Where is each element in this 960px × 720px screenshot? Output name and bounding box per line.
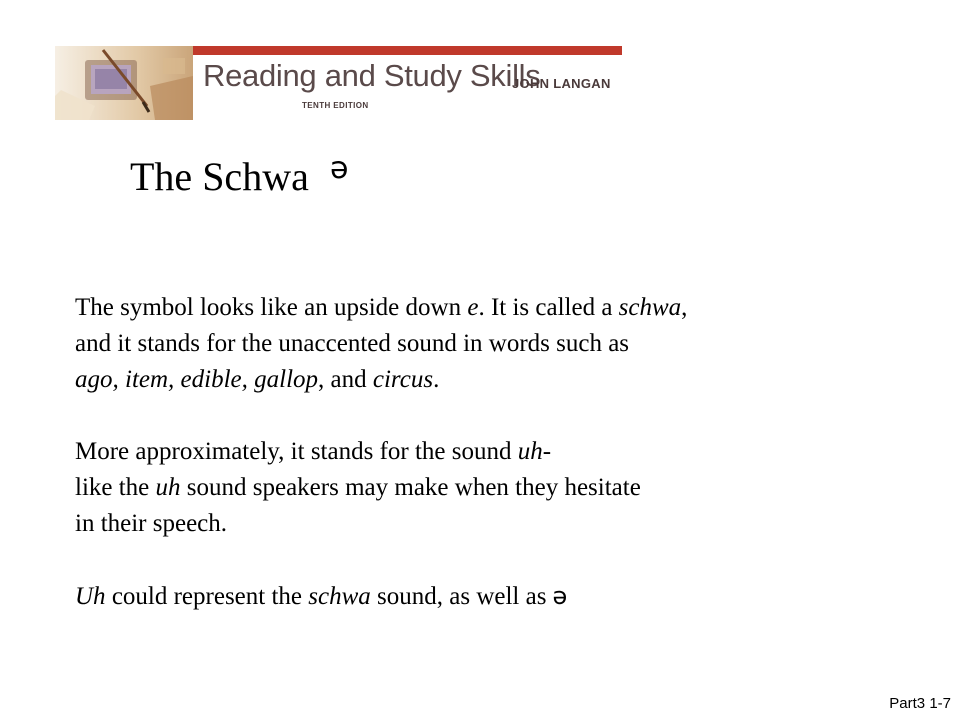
book-banner bbox=[55, 46, 622, 120]
paragraph-1-line-2: and it stands for the unaccented sound in words such as bbox=[75, 330, 630, 357]
paragraph-1-line-1: The symbol looks like an upside down e. It is called a schwa, bbox=[75, 294, 688, 321]
paragraph-3-line-1: Uh could represent the schwa sound, as well as ə bbox=[75, 582, 568, 610]
book-title: Reading and Study Skills bbox=[203, 58, 541, 93]
paragraph-2-line-1: More approximately, it stands for the sound uh- bbox=[75, 438, 552, 465]
paragraph-1-line-3: ago, item, edible, gallop, and circus. bbox=[75, 366, 440, 393]
schwa-symbol-inline: ə bbox=[552, 582, 568, 610]
paragraph-2-line-2: like the uh sound speakers may make when they hesitate bbox=[75, 474, 641, 501]
slide-body bbox=[75, 290, 905, 614]
slide-title: The Schwa bbox=[130, 154, 309, 199]
slide-number: Part3 1-7 bbox=[889, 695, 951, 712]
author-name: JOHN LANGAN bbox=[512, 76, 611, 91]
edition-label: TENTH EDITION bbox=[302, 101, 369, 110]
desk-illustration-icon bbox=[55, 46, 193, 120]
accent-bar bbox=[193, 46, 622, 55]
paragraph-2-line-3: in their speech. bbox=[75, 510, 228, 537]
schwa-symbol: ə bbox=[330, 151, 349, 186]
